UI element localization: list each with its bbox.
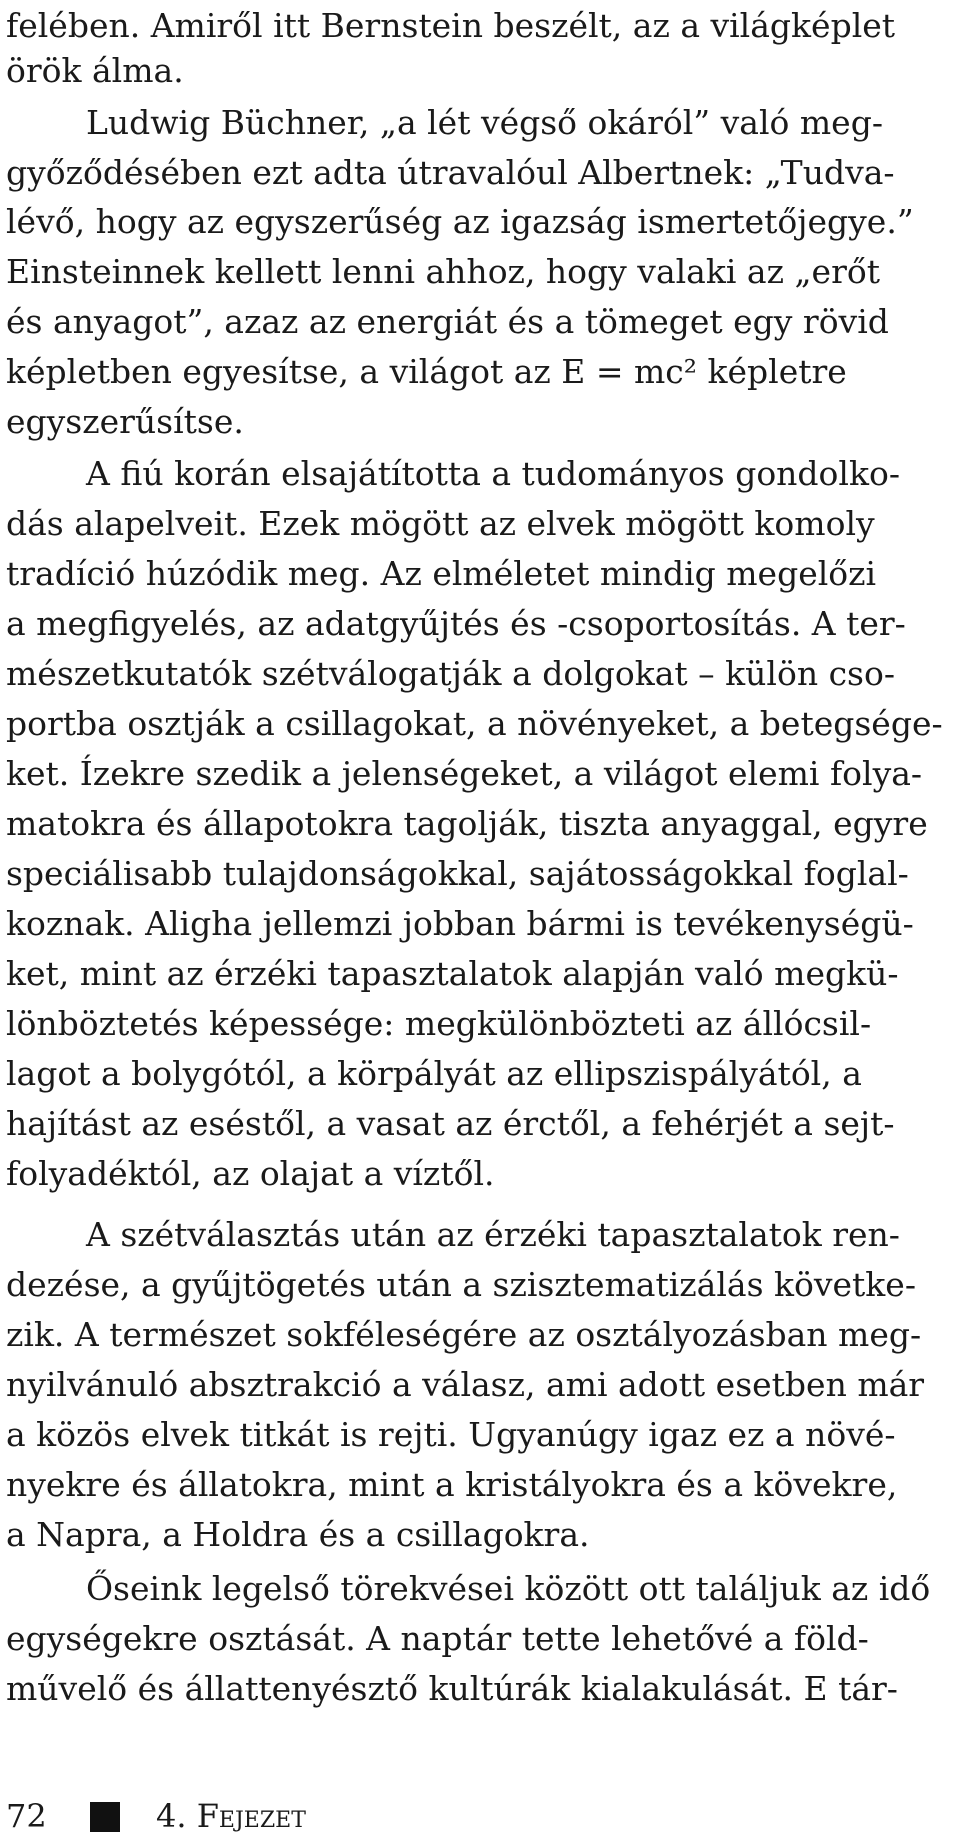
- text-line: a Napra, a Holdra és a csillagokra.: [6, 1515, 590, 1554]
- text-line: nyekre és állatokra, mint a kristályokra és a kövekre,: [6, 1465, 898, 1504]
- chapter-title: 4. Fejezet: [156, 1797, 306, 1835]
- text-line: nyilvánuló absztrakció a válasz, ami adott esetben már: [6, 1365, 925, 1404]
- text-line: Ludwig Büchner, „a lét végső okáról” való meg-: [86, 103, 883, 142]
- text-line: folyadéktól, az olajat a víztől.: [6, 1154, 495, 1193]
- text-line: dás alapelveit. Ezek mögött az elvek mögött komoly: [6, 504, 875, 543]
- text-line: Őseink legelső törekvései között ott találjuk az idő: [86, 1569, 931, 1608]
- text-line: A szétválasztás után az érzéki tapasztalatok ren-: [86, 1215, 900, 1254]
- text-line: mészetkutatók szétválogatják a dolgokat – külön cso-: [6, 654, 896, 693]
- text-line: lévő, hogy az egyszerűség az igazság ismertetőjegye.”: [6, 202, 914, 241]
- text-line: lönböztetés képessége: megkülönbözteti az állócsil-: [6, 1004, 872, 1043]
- text-line: győződésében ezt adta útravalóul Albertnek: „Tudva-: [6, 153, 895, 192]
- text-line: ket, mint az érzéki tapasztalatok alapján való megkü-: [6, 954, 899, 993]
- text-line: felében. Amiről itt Bernstein beszélt, az a világképlet: [6, 6, 896, 45]
- text-line: A fiú korán elsajátította a tudományos gondolko-: [86, 454, 900, 493]
- text-line: portba osztják a csillagokat, a növényeket, a betegsége-: [6, 704, 943, 743]
- text-line: a megfigyelés, az adatgyűjtés és -csoportosítás. A ter-: [6, 604, 906, 643]
- text-line: egységekre osztását. A naptár tette lehetővé a föld-: [6, 1619, 869, 1658]
- text-line: dezése, a gyűjtögetés után a szisztematizálás követke-: [6, 1265, 916, 1304]
- text-line: koznak. Aligha jellemzi jobban bármi is tevékenységü-: [6, 904, 914, 943]
- text-line: képletben egyesítse, a világot az E = mc² képletre: [6, 352, 847, 391]
- text-line: Einsteinnek kellett lenni ahhoz, hogy valaki az „erőt: [6, 252, 880, 291]
- black-square-icon: [90, 1802, 120, 1832]
- text-line: ket. Ízekre szedik a jelenségeket, a világot elemi folya-: [6, 754, 923, 793]
- text-line: matokra és állapotokra tagolják, tiszta anyaggal, egyre: [6, 804, 928, 843]
- text-line: tradíció húzódik meg. Az elméletet mindig megelőzi: [6, 554, 877, 593]
- text-line: örök álma.: [6, 51, 184, 90]
- text-line: speciálisabb tulajdonságokkal, sajátosságokkal foglal-: [6, 854, 909, 893]
- text-line: hajítást az eséstől, a vasat az érctől, a fehérjét a sejt-: [6, 1104, 895, 1143]
- text-line: művelő és állattenyésztő kultúrák kialakulását. E tár-: [6, 1669, 898, 1708]
- text-line: a közös elvek titkát is rejti. Ugyanúgy igaz ez a növé-: [6, 1415, 896, 1454]
- page-number: 72: [6, 1797, 47, 1835]
- text-line: zik. A természet sokféleségére az osztályozásban meg-: [6, 1315, 922, 1354]
- text-line: és anyagot”, azaz az energiát és a tömeget egy rövid: [6, 302, 889, 341]
- text-line: lagot a bolygótól, a körpályát az ellipszispályától, a: [6, 1054, 862, 1093]
- text-line: egyszerűsítse.: [6, 402, 244, 441]
